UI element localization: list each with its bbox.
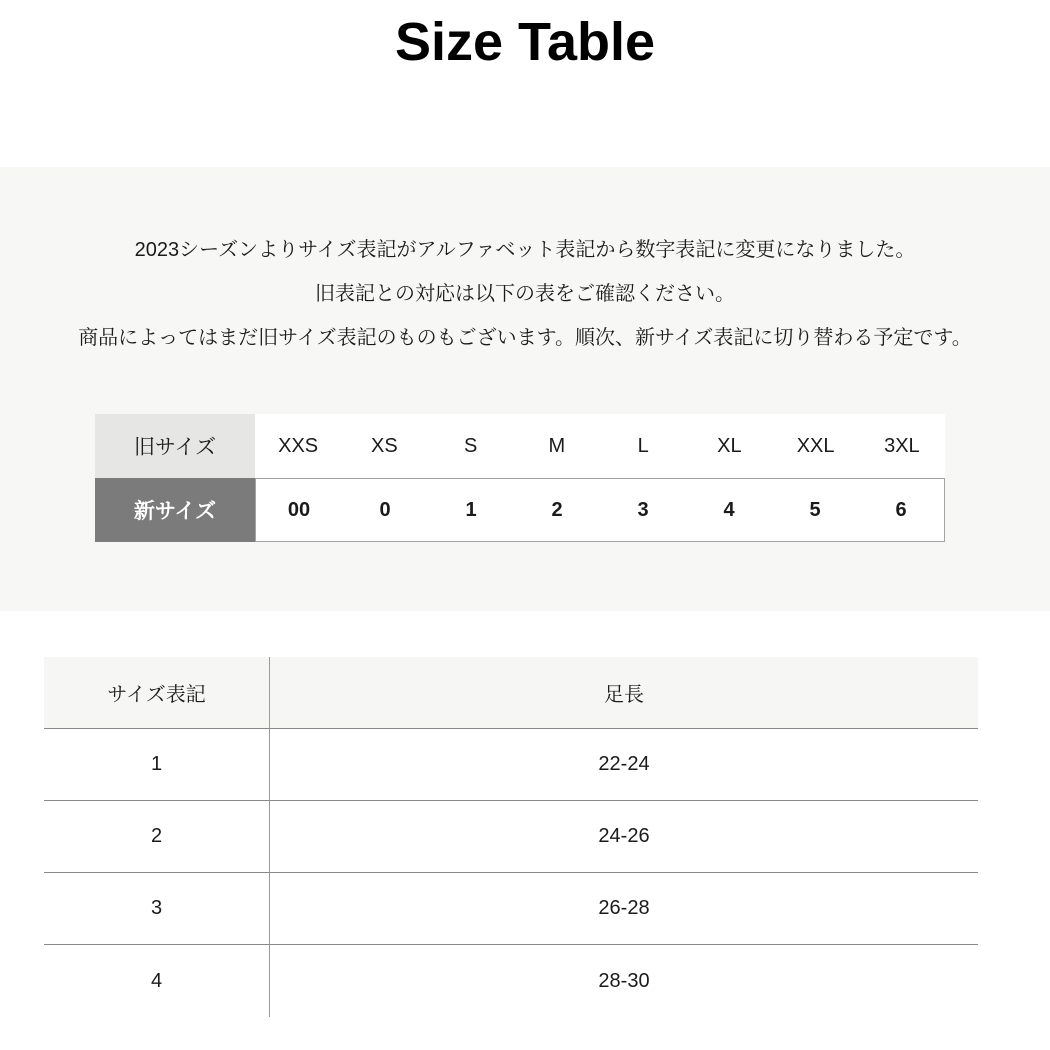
- new-size-cell: 1: [465, 498, 477, 521]
- new-size-values: [255, 478, 945, 542]
- new-size-row: [95, 478, 945, 542]
- old-size-cell: XS: [371, 434, 398, 457]
- old-size-cell: XXS: [278, 434, 319, 457]
- table-row: [44, 801, 978, 873]
- old-size-cell: XL: [717, 434, 742, 457]
- table-row: [44, 945, 978, 1017]
- length-cell: 26-28: [598, 897, 650, 919]
- size-notation-header: サイズ表記: [44, 657, 270, 728]
- table-row: [44, 729, 978, 801]
- notice-section: [0, 167, 1050, 611]
- notice-line-3: 商品によってはまだ旧サイズ表記のものもございます。順次、新サイズ表記に切り替わる予定です。: [78, 327, 972, 349]
- old-size-label: 旧サイズ: [95, 414, 255, 478]
- old-size-cell: M: [548, 434, 566, 457]
- new-size-cell: 6: [895, 498, 907, 521]
- new-size-label: 新サイズ: [95, 478, 255, 542]
- size-cell: 4: [44, 945, 270, 1017]
- notice-line-1: 2023シーズンよりサイズ表記がアルファベット表記から数字表記に変更になりました。: [134, 239, 916, 261]
- new-size-cell: 4: [723, 498, 735, 521]
- size-cell: 3: [44, 873, 270, 944]
- foot-length-header-row: [44, 657, 978, 729]
- size-conversion-table: [95, 414, 945, 542]
- size-cell: 1: [44, 729, 270, 800]
- page-title: Size Table: [394, 12, 656, 72]
- length-cell: 22-24: [598, 753, 650, 775]
- old-size-values: [255, 414, 945, 478]
- size-cell: 2: [44, 801, 270, 872]
- old-size-cell: L: [637, 434, 649, 457]
- new-size-cell: 5: [809, 498, 821, 521]
- foot-length-header: 足長: [604, 684, 644, 706]
- length-cell: 24-26: [598, 825, 650, 847]
- length-cell: 28-30: [598, 969, 650, 992]
- notice-line-2: 旧表記との対応は以下の表をご確認ください。: [315, 283, 735, 305]
- old-size-cell: S: [463, 434, 478, 457]
- new-size-cell: 00: [287, 498, 311, 521]
- table-row: [44, 873, 978, 945]
- old-size-cell: XXL: [796, 434, 835, 457]
- page-header: [0, 0, 1050, 167]
- old-size-row: [95, 414, 945, 478]
- new-size-cell: 0: [379, 498, 391, 521]
- old-size-cell: 3XL: [884, 434, 920, 457]
- new-size-cell: 3: [637, 498, 649, 521]
- new-size-cell: 2: [551, 498, 563, 521]
- foot-length-table: [44, 657, 978, 1017]
